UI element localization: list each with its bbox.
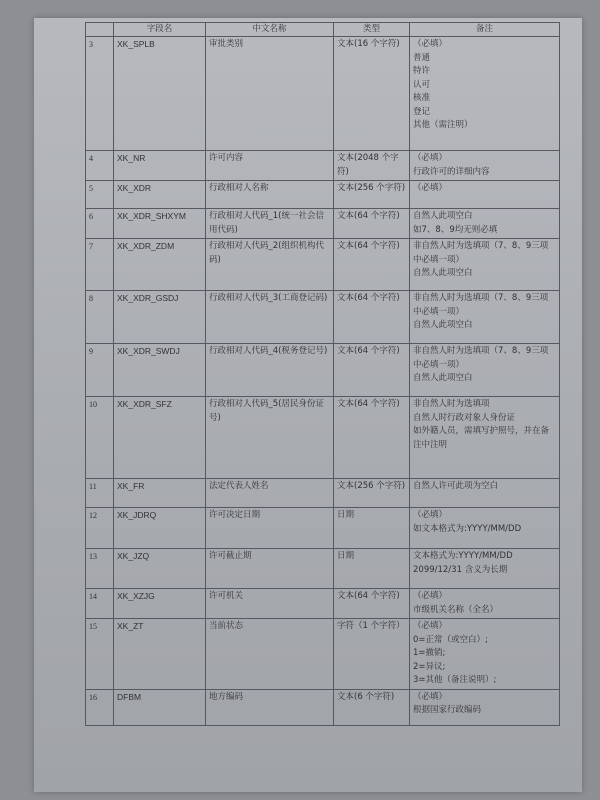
note-line: 自然人此项空白: [413, 320, 473, 330]
note-line: 自然人此项空白: [413, 268, 473, 278]
notes-cell: [410, 619, 560, 690]
note-line: （必填）: [413, 691, 448, 702]
row-number: 16: [86, 689, 114, 725]
note-line: 非自然人时为选填项（7、8、9三项中必填一项）: [413, 293, 549, 317]
note-line: （必填）: [413, 621, 448, 631]
notes-cell: [410, 239, 560, 291]
row-number: 11: [86, 479, 114, 508]
notes-cell: [410, 397, 560, 479]
table-row: [86, 181, 560, 209]
note-line: 普通: [413, 52, 431, 63]
type-cell: 文本(64 个字符): [334, 209, 410, 239]
field-name-cell: XK_XDR_ZDM: [114, 239, 206, 291]
field-name-cell: XK_XDR: [114, 181, 206, 209]
row-number: 12: [86, 508, 114, 549]
note-line: 认可: [413, 79, 431, 90]
chinese-name-cell: 地方编码: [206, 689, 334, 725]
row-number: 3: [86, 37, 114, 151]
row-number: 7: [86, 239, 114, 291]
chinese-name-cell: 许可内容: [206, 151, 334, 181]
table-row: [86, 209, 560, 239]
row-number: 13: [86, 549, 114, 589]
note-line: 文本格式为:YYYY/MM/DD: [413, 551, 513, 561]
note-line: 1=撤销;: [413, 648, 446, 658]
field-name-cell: XK_XDR_GSDJ: [114, 291, 206, 344]
table-row: [86, 549, 560, 589]
notes-cell: [410, 589, 560, 619]
type-cell: 文本(64 个字符): [334, 397, 410, 479]
note-line: （必填）: [413, 510, 448, 520]
notes-cell: [410, 181, 560, 209]
row-number: 14: [86, 589, 114, 619]
table-row: [86, 589, 560, 619]
notes-cell: [410, 37, 560, 151]
field-name-cell: XK_FR: [114, 479, 206, 508]
note-line: 自然人许可此项为空白: [413, 481, 499, 491]
note-line: 2099/12/31 含义为长期: [413, 564, 508, 575]
notes-cell: [410, 689, 560, 725]
row-number: 15: [86, 619, 114, 690]
table-row: [86, 619, 560, 690]
note-line: 登记: [413, 106, 431, 117]
chinese-name-cell: 许可截止期: [206, 549, 334, 589]
type-cell: 文本(6 个字符): [334, 689, 410, 725]
header-type: 类型: [334, 23, 410, 37]
chinese-name-cell: 行政相对人代码_4(税务登记号): [206, 344, 334, 397]
note-line: 其他（需注明）: [413, 120, 473, 130]
type-cell: 日期: [334, 549, 410, 589]
row-number: 5: [86, 181, 114, 209]
header-field-name: 字段名: [114, 23, 206, 37]
chinese-name-cell: 审批类别: [206, 37, 334, 151]
notes-cell: [410, 151, 560, 181]
note-line: （必填）: [413, 183, 448, 193]
type-cell: 日期: [334, 508, 410, 549]
field-name-cell: XK_ZT: [114, 619, 206, 690]
field-name-cell: XK_XDR_SHXYM: [114, 209, 206, 239]
note-line: 自然人此项空白: [413, 373, 473, 383]
type-cell: 字符（1 个字符）: [334, 619, 410, 690]
table-row: [86, 37, 560, 151]
field-spec-table: [85, 22, 560, 726]
field-name-cell: XK_SPLB: [114, 37, 206, 151]
field-name-cell: XK_XDR_SFZ: [114, 397, 206, 479]
type-cell: 文本(64 个字符): [334, 589, 410, 619]
row-number: 9: [86, 344, 114, 397]
row-number: 6: [86, 209, 114, 239]
table-row: [86, 291, 560, 344]
notes-cell: [410, 291, 560, 344]
notes-cell: [410, 209, 560, 239]
note-line: 非自然人时为选填项（7、8、9三项中必填一项）: [413, 346, 549, 370]
notes-cell: [410, 549, 560, 589]
notes-cell: [410, 508, 560, 549]
note-line: 0=正常（或空白）;: [413, 634, 488, 645]
chinese-name-cell: 许可决定日期: [206, 508, 334, 549]
table-row: [86, 479, 560, 508]
type-cell: 文本(64 个字符): [334, 239, 410, 291]
type-cell: 文本(256 个字符): [334, 479, 410, 508]
note-line: 3=其他（备注说明）;: [413, 675, 497, 685]
note-line: 行政许可的详细内容: [413, 166, 490, 177]
note-line: 自然人此项空白: [413, 211, 473, 221]
note-line: 核准: [413, 93, 431, 103]
note-line: 自然人时行政对象人身份证: [413, 412, 516, 423]
table-row: [86, 689, 560, 725]
chinese-name-cell: 行政相对人名称: [206, 181, 334, 209]
type-cell: 文本(256 个字符): [334, 181, 410, 209]
note-line: 特许: [413, 66, 431, 76]
note-line: （必填）: [413, 39, 448, 49]
header-notes: 备注: [410, 23, 560, 37]
type-cell: 文本(2048 个字符): [334, 151, 410, 181]
note-line: 非自然人时为选填项（7、8、9三项中必填一项）: [413, 241, 549, 265]
type-cell: 文本(16 个字符): [334, 37, 410, 151]
type-cell: 文本(64 个字符): [334, 291, 410, 344]
table-header-row: [86, 23, 560, 37]
note-line: 如文本格式为:YYYY/MM/DD: [413, 523, 522, 534]
field-name-cell: XK_JZQ: [114, 549, 206, 589]
note-line: （必填）: [413, 591, 448, 601]
header-chinese-name: 中文名称: [206, 23, 334, 37]
table-row: [86, 397, 560, 479]
chinese-name-cell: 当前状态: [206, 619, 334, 690]
header-no: [86, 23, 114, 37]
field-name-cell: DFBM: [114, 689, 206, 725]
table-row: [86, 508, 560, 549]
note-line: 如外籍人员，需填写护照号，并在备注中注明: [413, 426, 550, 450]
field-name-cell: XK_JDRQ: [114, 508, 206, 549]
type-cell: 文本(64 个字符): [334, 344, 410, 397]
row-number: 8: [86, 291, 114, 344]
field-name-cell: XK_XDR_SWDJ: [114, 344, 206, 397]
table-row: [86, 344, 560, 397]
note-line: 非自然人时为选填项: [413, 399, 490, 409]
note-line: 2=异议;: [413, 661, 446, 672]
row-number: 4: [86, 151, 114, 181]
notes-cell: [410, 479, 560, 508]
chinese-name-cell: 行政相对人代码_1(统一社会信用代码): [206, 209, 334, 239]
row-number: 10: [86, 397, 114, 479]
chinese-name-cell: 法定代表人姓名: [206, 479, 334, 508]
table-row: [86, 239, 560, 291]
note-line: 市级机关名称（全名）: [413, 604, 499, 615]
field-name-cell: XK_NR: [114, 151, 206, 181]
chinese-name-cell: 行政相对人代码_5(居民身份证号): [206, 397, 334, 479]
note-line: 如7、8、9均无则必填: [413, 224, 498, 235]
chinese-name-cell: 行政相对人代码_2(组织机构代码): [206, 239, 334, 291]
document-page: [34, 18, 582, 792]
chinese-name-cell: 行政相对人代码_3(工商登记码): [206, 291, 334, 344]
note-line: （必填）: [413, 153, 448, 163]
table-row: [86, 151, 560, 181]
chinese-name-cell: 许可机关: [206, 589, 334, 619]
notes-cell: [410, 344, 560, 397]
field-name-cell: XK_XZJG: [114, 589, 206, 619]
note-line: 根据国家行政编码: [413, 705, 482, 715]
